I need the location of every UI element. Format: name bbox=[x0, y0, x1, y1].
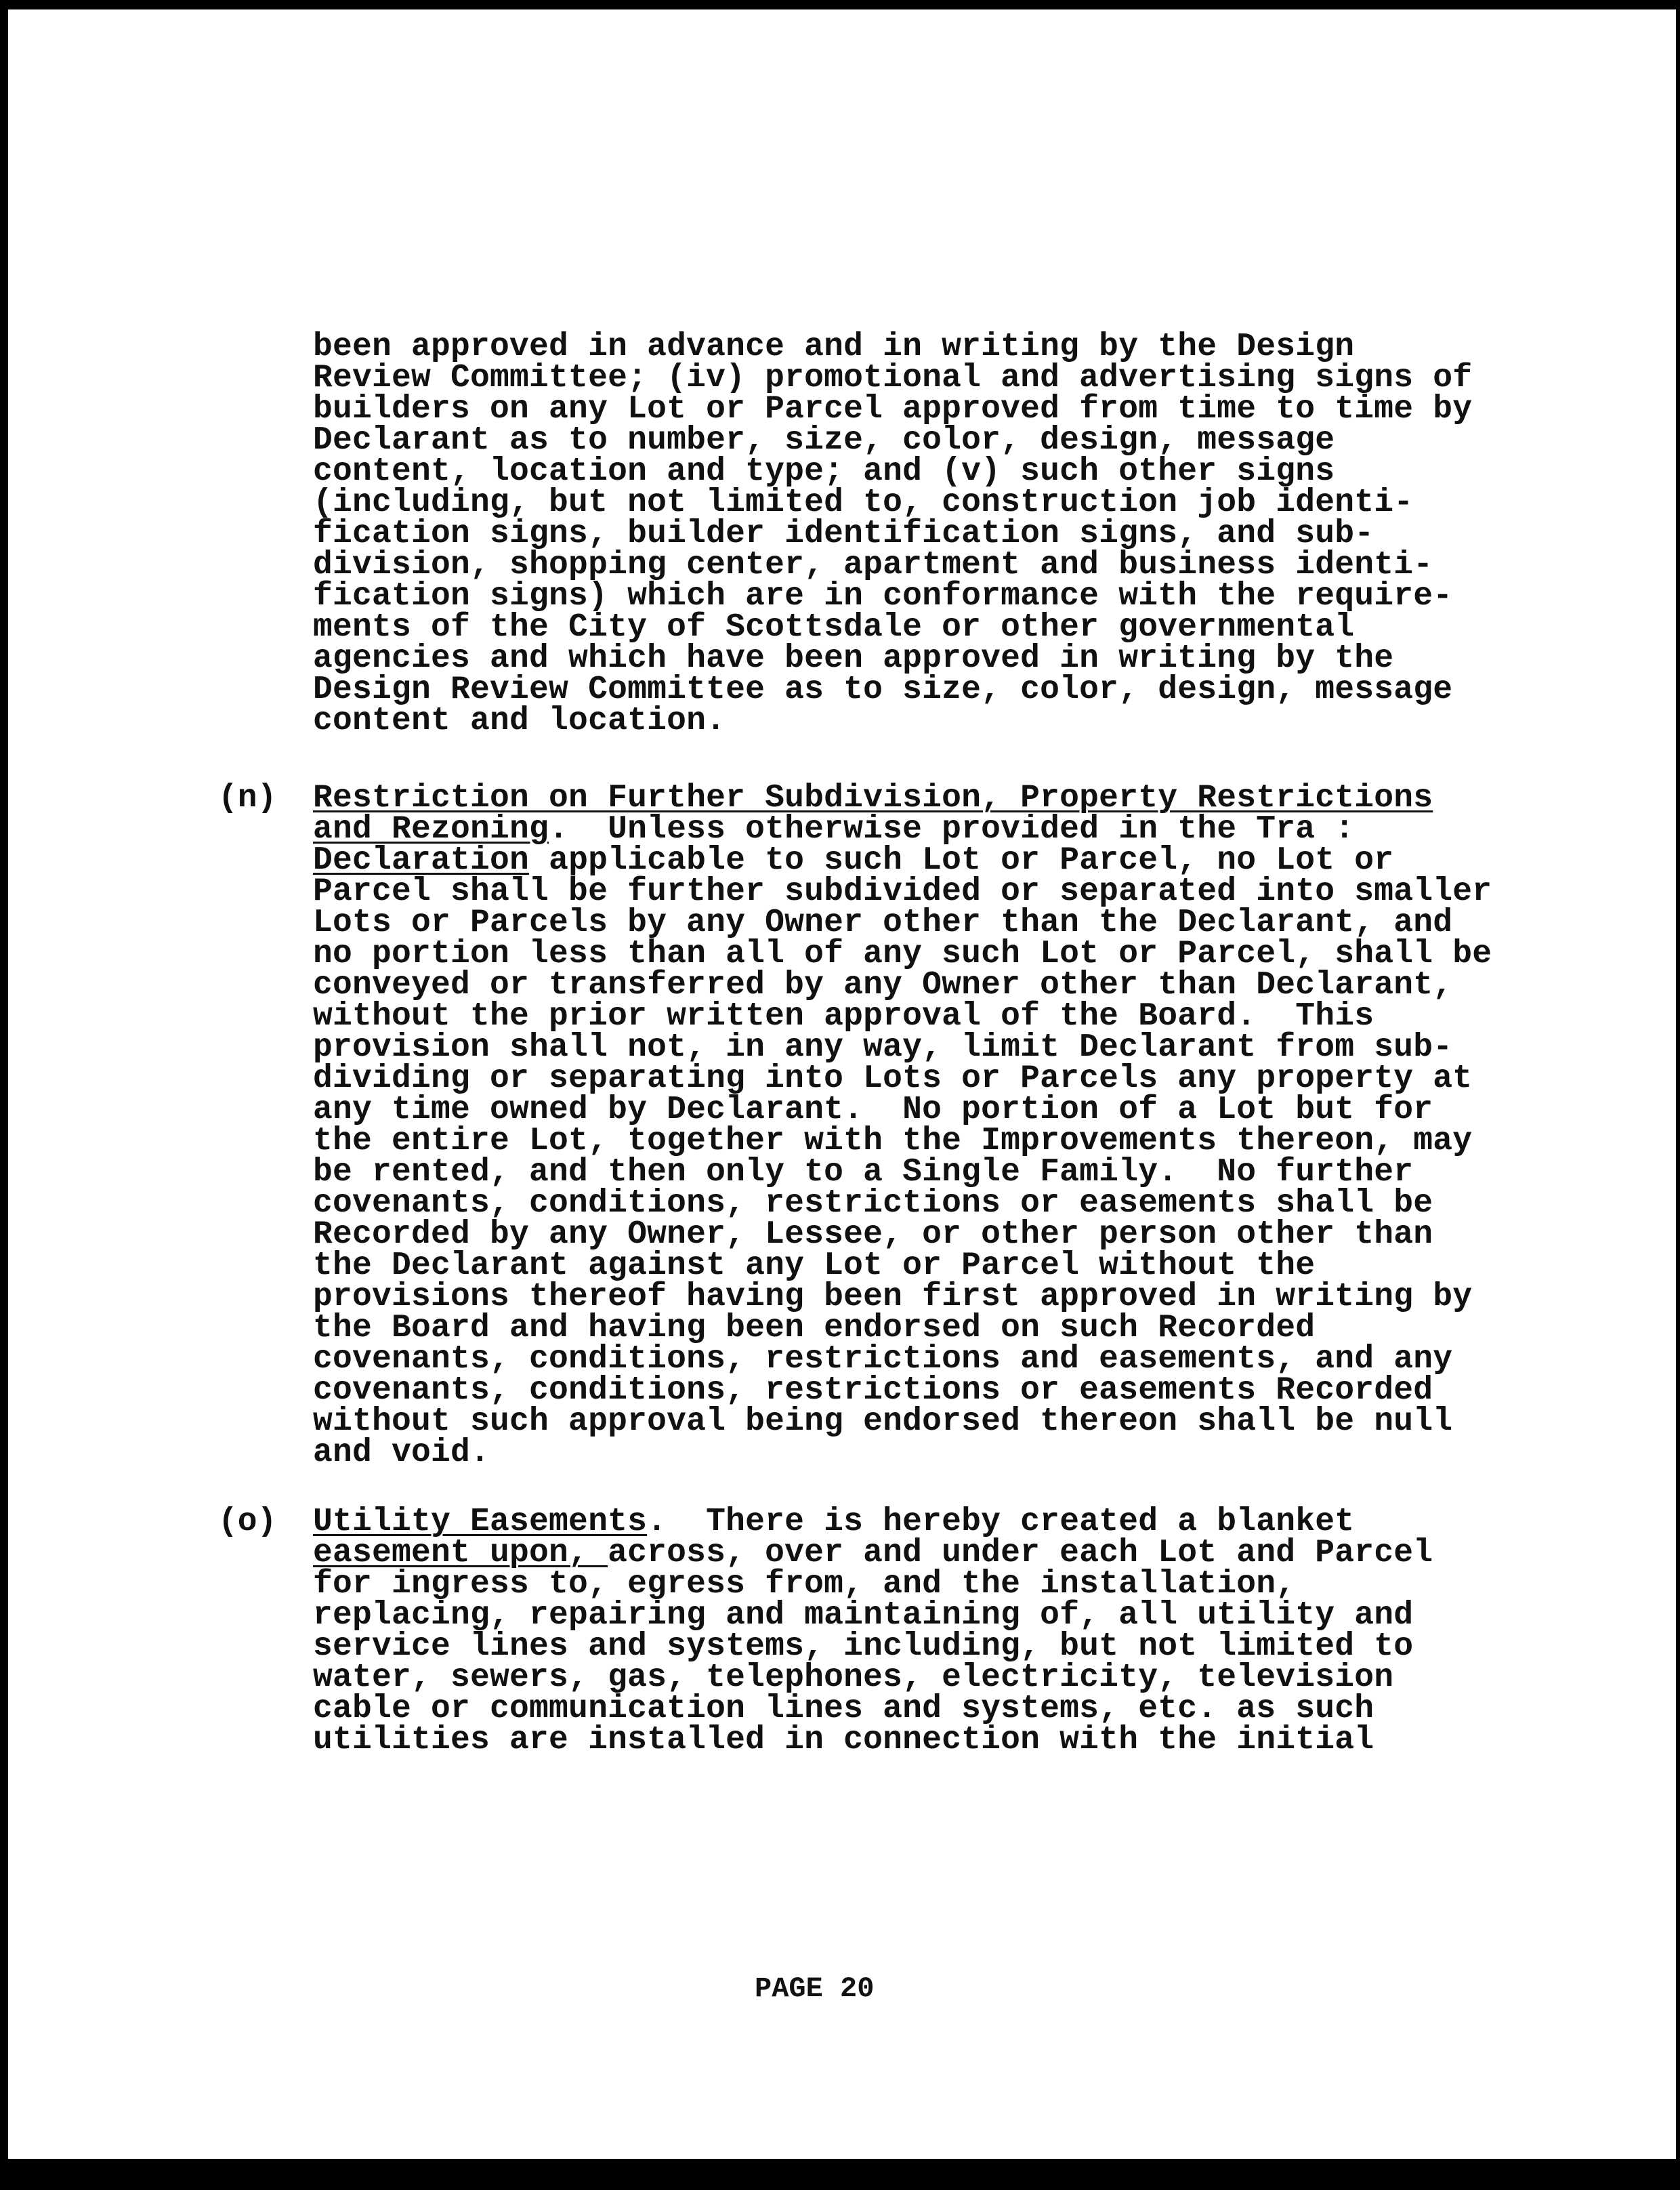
text-line: without the prior written approval of the Board. This bbox=[313, 998, 1374, 1035]
text-line: Parcel shall be further subdivided or separated into smaller bbox=[313, 873, 1492, 910]
text-line: covenants, conditions, restrictions and easements, and any bbox=[313, 1341, 1453, 1378]
text-fragment: across, over and under each Lot and Parcel bbox=[608, 1535, 1433, 1571]
section-heading: Restriction on Further Subdivision, Property Restrictions bbox=[313, 780, 1433, 817]
text-line bbox=[313, 1506, 1354, 1538]
text-line: the Board and having been endorsed on such Recorded bbox=[313, 1310, 1316, 1346]
text-line: and void. bbox=[313, 1434, 490, 1471]
text-line: replacing, repairing and maintaining of, all utility and bbox=[313, 1597, 1414, 1634]
text-fragment: . Unless otherwise provided in the Tra : bbox=[549, 811, 1355, 848]
text-line: covenants, conditions, restrictions or easements Recorded bbox=[313, 1372, 1433, 1409]
page-number: PAGE 20 bbox=[755, 1972, 875, 2005]
text-line: been approved in advance and in writing by the Design bbox=[313, 329, 1355, 365]
paragraph-marker: (n) bbox=[218, 780, 277, 817]
text-line: builders on any Lot or Parcel approved from time to time by bbox=[313, 391, 1473, 428]
text-line: provision shall not, in any way, limit Declarant from sub- bbox=[313, 1029, 1453, 1066]
text-line: covenants, conditions, restrictions or easements shall be bbox=[313, 1185, 1433, 1222]
text-fragment: applicable to such Lot or Parcel, no Lot or bbox=[529, 842, 1394, 879]
text-line: water, sewers, gas, telephones, electricity, television bbox=[313, 1659, 1394, 1696]
text-line: without such approval being endorsed thereon shall be null bbox=[313, 1403, 1453, 1440]
text-line: dividing or separating into Lots or Parcels any property at bbox=[313, 1060, 1473, 1097]
text-line: Design Review Committee as to size, color, design, message bbox=[313, 672, 1453, 708]
text-line: provisions thereof having been first approved in writing by bbox=[313, 1279, 1473, 1315]
text-line bbox=[313, 844, 1393, 877]
text-line: Lots or Parcels by any Owner other than the Declarant, and bbox=[313, 905, 1453, 941]
text-line bbox=[313, 813, 1354, 846]
text-fragment: . There is hereby created a blanket bbox=[647, 1504, 1355, 1540]
underlined-term: easement upon, bbox=[313, 1535, 608, 1571]
text-line: the entire Lot, together with the Improvements thereon, may bbox=[313, 1123, 1473, 1159]
text-line: utilities are installed in connection with the initial bbox=[313, 1722, 1374, 1758]
text-line: conveyed or transferred by any Owner other than Declarant, bbox=[313, 967, 1453, 1004]
text-line: no portion less than all of any such Lot or Parcel, shall be bbox=[313, 936, 1492, 972]
text-line bbox=[313, 1537, 1433, 1569]
document-page bbox=[8, 9, 1676, 2159]
text-line: content, location and type; and (v) such other signs bbox=[313, 453, 1335, 490]
text-line: the Declarant against any Lot or Parcel without the bbox=[313, 1247, 1316, 1284]
text-line: be rented, and then only to a Single Family. No further bbox=[313, 1154, 1414, 1191]
text-line: content and location. bbox=[313, 703, 726, 739]
text-line: fication signs) which are in conformance with the require- bbox=[313, 578, 1453, 615]
text-line: Review Committee; (iv) promotional and advertising signs of bbox=[313, 360, 1473, 396]
text-line: ments of the City of Scottsdale or other governmental bbox=[313, 609, 1355, 646]
paragraph-marker: (o) bbox=[218, 1504, 277, 1540]
text-line: for ingress to, egress from, and the installation, bbox=[313, 1566, 1296, 1603]
section-heading: Utility Easements bbox=[313, 1504, 648, 1540]
text-line: agencies and which have been approved in writing by the bbox=[313, 640, 1394, 677]
text-line: division, shopping center, apartment and business identi- bbox=[313, 547, 1433, 583]
section-heading-continued: and Rezoning bbox=[313, 811, 549, 848]
text-line: cable or communication lines and systems, etc. as such bbox=[313, 1691, 1374, 1727]
text-line: Recorded by any Owner, Lessee, or other person other than bbox=[313, 1216, 1433, 1253]
text-line: service lines and systems, including, but not limited to bbox=[313, 1628, 1414, 1665]
text-line: fication signs, builder identification signs, and sub- bbox=[313, 516, 1374, 552]
text-line: (including, but not limited to, construction job identi- bbox=[313, 484, 1414, 521]
underlined-term: Declaration bbox=[313, 842, 530, 879]
text-line: Declarant as to number, size, color, design, message bbox=[313, 422, 1335, 459]
text-line: any time owned by Declarant. No portion of a Lot but for bbox=[313, 1092, 1433, 1128]
